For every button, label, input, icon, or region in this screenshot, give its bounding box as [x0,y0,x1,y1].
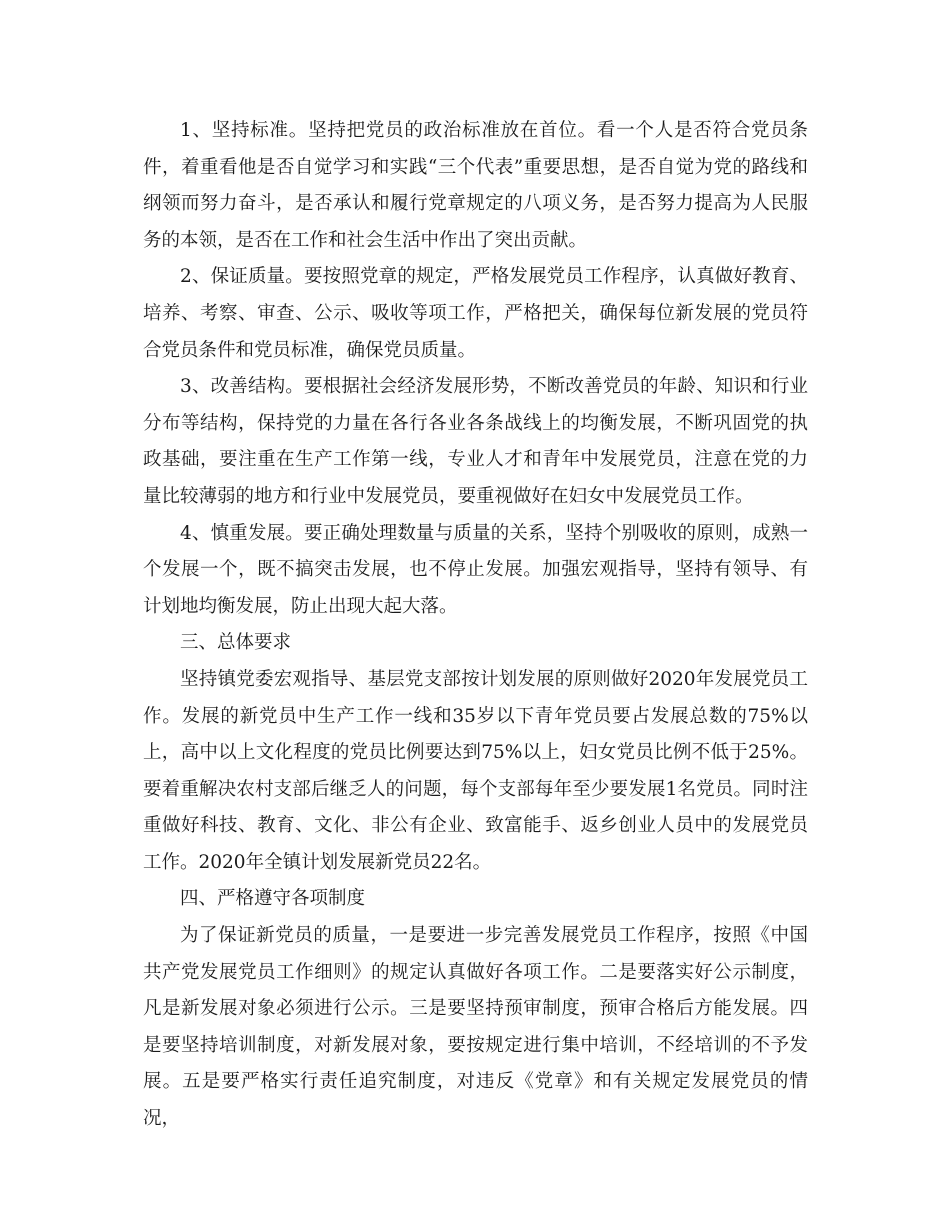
paragraph-rules: 为了保证新党员的质量，一是要进一步完善发展党员工作程序，按照《中国共产党发展党员工作细则》的规定认真做好各项工作。二是要落实好公示制度，凡是新发展对象必须进行公示。三是要坚持预审制度，预审合格后方能发展。四是要坚持培训制度，对新发展对象，要按规定进行集中培训，不经培训的不予发展。五是要严格实行责任追究制度，对违反《党章》和有关规定发展党员的情况， [143,925,808,1130]
paragraph-standards: 1、坚持标准。坚持把党员的政治标准放在首位。看一个人是否符合党员条件，着重看他是否自觉学习和实践“三个代表”重要思想，是否自觉为党的路线和纲领而努力奋斗，是否承认和履行党章规定的八项义务，是否努力提高为人民服务的本领，是否在工作和社会生活中作出了突出贡献。 [143,120,808,251]
paragraph-overall-requirements: 坚持镇党委宏观指导、基层党支部按计划发展的原则做好2020年发展党员工作。发展的新党员中生产工作一线和35岁以下青年党员要占发展总数的75%以上，高中以上文化程度的党员比例要达到75%以上，妇女党员比例不低于25%。要着重解决农村支部后继乏人的问题，每个支部每年至少要发展1名党员。同时注重做好科技、教育、文化、非公有企业、致富能手、返乡创业人员中的发展党员工作。2020年全镇计划发展新党员22名。 [143,668,808,873]
paragraph-quality: 2、保证质量。要按照党章的规定，严格发展党员工作程序，认真做好教育、培养、考察、审查、公示、吸收等项工作，严格把关，确保每位新发展的党员符合党员条件和党员标准，确保党员质量。 [143,266,808,361]
section-heading-overall-requirements: 三、总体要求 [180,632,292,654]
section-heading-rules: 四、严格遵守各项制度 [180,888,366,910]
document-body [143,113,808,1138]
paragraph-structure: 3、改善结构。要根据社会经济发展形势，不断改善党员的年龄、知识和行业分布等结构，保持党的力量在各行各业各条战线上的均衡发展，不断巩固党的执政基础，要注重在生产工作第一线，专业人才和青年中发展党员，注意在党的力量比较薄弱的地方和行业中发展党员，要重视做好在妇女中发展党员工作。 [143,376,808,507]
paragraph-careful-development: 4、慎重发展。要正确处理数量与质量的关系，坚持个别吸收的原则，成熟一个发展一个，既不搞突击发展，也不停止发展。加强宏观指导，坚持有领导、有计划地均衡发展，防止出现大起大落。 [143,522,808,617]
